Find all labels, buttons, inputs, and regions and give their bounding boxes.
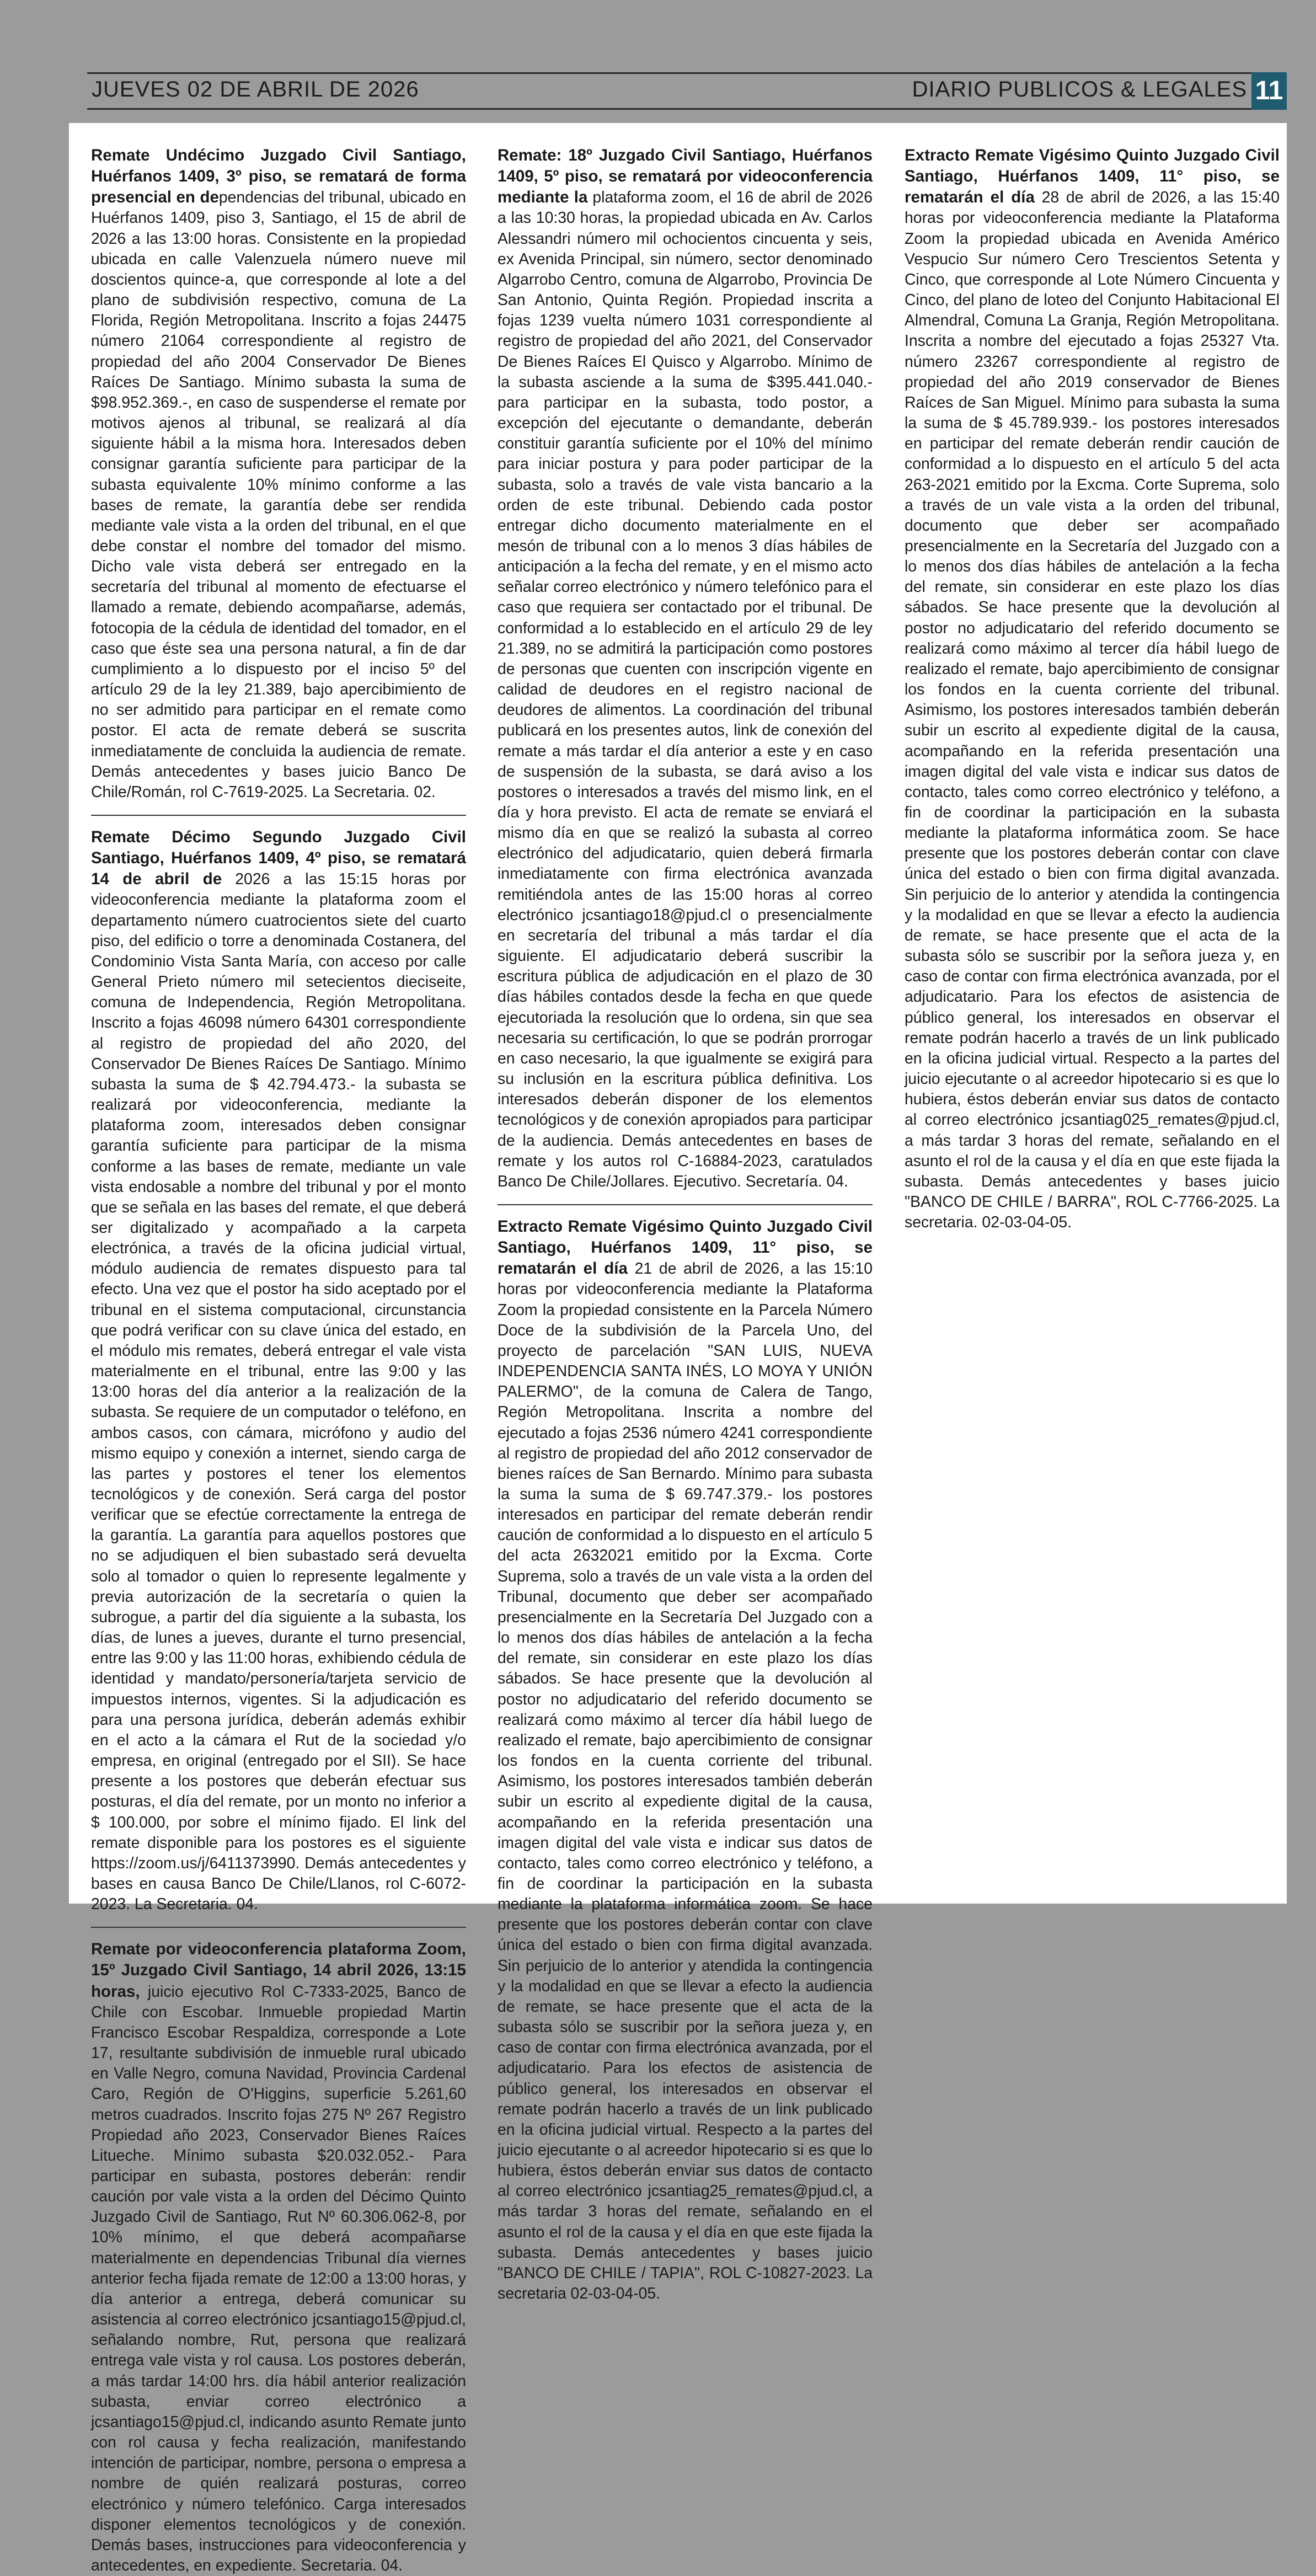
notice-body: plataforma zoom, el 16 de abril de 2026 a las 10:30 horas, la propiedad ubicada en Av. Carlos Alessandri número mil ochocientos cincuenta y seis, ex Avenida Principal, sin número, sector denominado Algarrobo Centro, comuna de Algarrobo, Provincia De San Antonio, Quinta Región. Propiedad inscrita a fojas 1239 vuelta número 1031 correspondiente al registro de propiedad del año 2021, del Conservador De Bienes Raíces El Quisco y Algarrobo. Mínimo de la subasta asciende a la suma de $395.441.040.- para participar en la subasta, todo postor, a excepción del ejecutante o demandante, deberán constituir garantía suficiente por el 10% del mínimo para iniciar postura y para poder participar de la subasta, solo a través de vale vista bancario a la orden de este tribunal. Debiendo cada postor entregar dicho documento materialmente en el mesón de tribunal con a lo menos 3 días hábiles de anticipación a la fecha del remate, y en el mismo acto señalar correo electrónico y número telefónico para el caso que requiera ser contactado por el tribunal. De conformidad a lo establecido en el artículo 29 de ley 21.389, no se admitirá la participación como postores de personas que cuenten con inscripción vigente en calidad de deudores en el registro nacional de deudores de alimentos. La coordinación del tribunal publicará en los presentes autos, link de conexión del remate a más tardar el día anterior a este y en caso de suspensión de la subasta, se dará aviso a los postores o interesados a través del mismo link, en el día y hora previsto. El acta de remate se enviará el mismo día en que se realizó la subasta al correo electrónico del adjudicatario, quien deberá firmarla inmediatamente con firma electrónica avanzada remitiéndola antes de las 15:00 horas al correo electrónico jcsantiago18@pjud.cl o presencialmente en secretaría del tribunal a más tardar el día siguiente. El adjudicatario deberá suscribir la escritura pública de adjudicación en el plazo de 30 días hábiles contados desde la fecha en que quede ejecutoriada la resolución que lo ordena, sin que sea necesaria su certificación, lo que se podrán prorrogar en caso necesario, la que igualmente se exigirá para su inclusión en la escritura pública definitiva. Los interesados deberán disponer de los elementos tecnológicos y de conexión apropiados para participar de la audiencia. Demás antecedentes en bases de remate y los autos rol C-16884-2023, caratulados Banco De Chile/Jollares. Ejecutivo. Secretaría. 04. <box>497 189 873 1190</box>
page-number: 11 <box>1251 72 1287 110</box>
notice-heading: Remate por videoconferencia plataforma Zoom, 15º Juzgado Civil Santiago, 14 abril 2026, 13:15 horas, <box>91 1940 466 2001</box>
notice-heading: Remate Décimo Segundo Juzgado Civil Santiago, Huérfanos 1409, 4º piso, se rematará 14 de abril de <box>91 828 466 889</box>
newspaper-name: DIARIO PUBLICOS & LEGALES <box>912 77 1247 101</box>
notice-divider <box>497 1204 873 1205</box>
notice-heading: Extracto Remate Vigésimo Quinto Juzgado Civil Santiago, Huérfanos 1409, 11° piso, se rematarán el día <box>905 146 1280 207</box>
page-sheet <box>69 123 1287 2574</box>
legal-notice <box>497 145 873 1192</box>
notice-divider <box>91 815 466 816</box>
notice-body: 21 de abril de 2026, a las 15:10 horas por videoconferencia mediante la Plataforma Zoom la propiedad consistente en la Parcela Número Doce de la subdivisión de la Parcela Uno, del proyecto de parcelación "SAN LUIS, NUEVA INDEPENDENCIA SANTA INÉS, LO MOYA Y UNIÓN PALERMO", de la comuna de Calera de Tango, Región Metropolitana. Inscrita a nombre del ejecutado a fojas 2536 número 4241 correspondiente al registro de propiedad del año 2012 conservador de bienes raíces de San Bernardo. Mínimo para subasta la suma la suma de $ 69.747.379.- los postores interesados en participar del remate deberán rendir caución de conformidad a lo dispuesto en el artículo 5 del acta 2632021 emitido por la Excma. Corte Suprema, solo a través de un vale vista a la orden del Tribunal, documento que deber ser acompañado presencialmente en la Secretaría Del Juzgado con a lo menos dos días hábiles de antelación a la fecha del remate, sin considerar en este plazo los días sábados. Se hace presente que la devolución al postor no adjudicatario del referido documento se realizará como máximo al tercer día hábil luego de realizado el remate, bajo apercibimiento de consignar los fondos en la cuenta corriente del tribunal. Asimismo, los postores interesados también deberán subir un escrito al expediente digital de la causa, acompañando en la referida presentación una imagen digital del vale vista e indicar sus datos de contacto, tales como correo electrónico y teléfono, a fin de coordinar la participación en la subasta mediante la plataforma informática zoom. Se hace presente que los postores deberán contar con clave única del estado o bien con firma digital avanzada. Sin perjuicio de lo anterior y atendida la contingencia y la modalidad en que se llevar a efecto la audiencia de remate, se hace presente que el acta de la subasta sólo se suscribir por la señora jueza y, en caso de contar con firma electrónica avanzada, por el adjudicatario. Para los efectos de asistencia de público general, los interesados en observar el remate podrán hacerlo a través de un link publicado en la oficina judicial virtual. Respecto a la partes del juicio ejecutante o al acreedor hipotecario si es que lo hubiera, éstos deberán enviar sus datos de contacto al correo electrónico jcsantiag25_remates@pjud.cl, a más tardar 3 horas del remate, señalando en el asunto el rol de la causa y el día en que este fijada la subasta. Demás antecedentes y bases juicio "BANCO DE CHILE / TAPIA", ROL C-10827-2023. La secretaria 02-03-04-05. <box>497 1260 873 2303</box>
notice-body: 28 de abril de 2026, a las 15:40 horas por videoconferencia mediante la Plataforma Zoom la propiedad ubicada en Avenida Américo Vespucio Sur número Cero Trescientos Setenta y Cinco, que corresponde al Lote Número Cincuenta y Cinco, del plano de loteo del Conjunto Habitacional El Almendral, Comuna La Granja, Región Metropolitana. Inscrita a nombre del ejecutado a fojas 25327 Vta. número 23267 correspondiente al registro de propiedad del año 2019 conservador de Bienes Raíces de San Miguel. Mínimo para subasta la suma la suma de $ 45.789.939.- los postores interesados en participar del remate deberán rendir caución de conformidad a lo dispuesto en el artículo 5 del acta 263-2021 emitido por la Excma. Corte Suprema, solo a través de un vale vista a la orden del tribunal, documento que deber ser acompañado presencialmente en la Secretaría del Juzgado con a lo menos dos días hábiles de antelación a la fecha del remate, sin considerar en este plazo los días sábados. Se hace presente que la devolución al postor no adjudicatario del referido documento se realizará como máximo al tercer día hábil luego de realizado el remate, bajo apercibimiento de consignar los fondos en la cuenta corriente del tribunal. Asimismo, los postores interesados también deberán subir un escrito al expediente digital de la causa, acompañando en la referida presentación una imagen digital del vale vista e indicar sus datos de contacto, tales como correo electrónico y teléfono, a fin de coordinar la participación en la subasta mediante la plataforma informática zoom. Se hace presente que los postores deberán contar con clave única del estado o bien con firma digital avanzada. Sin perjuicio de lo anterior y atendida la contingencia y la modalidad en que se llevar a efecto la audiencia de remate, se hace presente que el acta de la subasta sólo se suscribir por la señora jueza y, en caso de contar con firma electrónica avanzada, por el adjudicatario. Para los efectos de asistencia de público general, los interesados en observar el remate podrán hacerlo a través de un link publicado en la oficina judicial virtual. Respecto a la partes del juicio ejecutante o al acreedor hipotecario si es que lo hubiera, éstos deberán enviar sus datos de contacto al correo electrónico jcsantiag025_remates@pjud.cl, a más tardar 3 horas del remate, señalando en el asunto el rol de la causa y el día en que este fijada la subasta. Demás antecedentes y bases juicio "BANCO DE CHILE / BARRA", ROL C-7766-2025. La secretaria. 02-03-04-05. <box>905 189 1280 1232</box>
legal-notice <box>497 1216 873 2304</box>
column-3 <box>905 145 1280 1233</box>
notice-heading: Remate: 18º Juzgado Civil Santiago, Huérfanos 1409, 5º piso, se rematará por videoconferencia mediante la <box>497 146 873 207</box>
issue-date: JUEVES 02 DE ABRIL DE 2026 <box>92 77 419 101</box>
legal-notice <box>905 145 1280 1233</box>
legal-notice <box>91 827 466 1915</box>
column-1 <box>91 145 466 2576</box>
notice-heading: Remate Undécimo Juzgado Civil Santiago, Huérfanos 1409, 3º piso, se rematará de forma presencial en de <box>91 146 466 207</box>
notice-body: juicio ejecutivo Rol C-7333-2025, Banco de Chile con Escobar. Inmueble propiedad Martin Francisco Escobar Respaldiza, corresponde a Lote 17, resultante subdivisión de inmueble rural ubicado en Valle Negro, comuna Navidad, Provincia Cardenal Caro, Región de O'Higgins, superficie 5.261,60 metros cuadrados. Inscrito fojas 275 Nº 267 Registro Propiedad año 2023, Conservador Bienes Raíces Litueche. Mínimo subasta $20.032.052.- Para participar en subasta, postores deberán: rendir caución por vale vista a la orden del Décimo Quinto Juzgado Civil de Santiago, Rut Nº 60.306.062-8, por 10% mínimo, el que deberá acompañarse materialmente en dependencias Tribunal día viernes anterior fecha fijada remate de 12:00 a 13:00 horas, y día anterior a entrega, deberá comunicar su asistencia al correo electrónico jcsantiago15@pjud.cl, señalando nombre, Rut, persona que realizará entrega vale vista y rol causa. Los postores deberán, a más tardar 14:00 hrs. día hábil anterior realización subasta, enviar correo electrónico a jcsantiago15@pjud.cl, indicando asunto Remate junto con rol causa y fecha realización, manifestando intención de participar, nombre, persona o empresa a nombre de quién realizará posturas, correo electrónico y número telefónico. Carga interesados disponer elementos tecnológicos y de conexión. Demás bases, instrucciones para videoconferencia y antecedentes, en expediente. Secretaria. 04. <box>91 1982 466 2574</box>
notice-body: 2026 a las 15:15 horas por videoconferencia mediante la plataforma zoom el departamento número cuatrocientos siete del cuarto piso, del edificio o torre a denominada Costanera, del Condominio Vista Santa María, con acceso por calle General Prieto número mil setecientos dieciseite, comuna de Independencia, Región Metropolitana. Inscrito a fojas 46098 número 64301 correspondiente al registro de propiedad del año 2020, del Conservador De Bienes Raíces De Santiago. Mínimo subasta la suma de $ 42.794.473.- la subasta se realizará por videoconferencia, mediante la plataforma zoom, interesados deben consignar garantía suficiente para participar de la misma conforme a las bases de remate, mediante un vale vista endosable a nombre del tribunal y por el monto que se señala en las bases del remate, el que deberá ser digitalizado y acompañado a la carpeta electrónica, a través de la oficina judicial virtual, módulo audiencia de remates dispuesto para tal efecto. Una vez que el postor ha sido aceptado por el tribunal en el sistema computacional, circunstancia que podrá verificar con su clave única del estado, en el módulo mis remates, deberá entregar el vale vista materialmente en el tribunal, entre las 9:00 y las 13:00 horas del día anterior a la realización de la subasta. Se requiere de un computador o teléfono, en ambos casos, con cámara, micrófono y audio del mismo equipo y conexión a internet, siendo carga de las partes y postores el tener los elementos tecnológicos y de conexión. Será carga del postor verificar que se efectúe correctamente la entrega de la garantía. La garantía para aquellos postores que no se adjudiquen el bien subastado será devuelta solo al tomador o quien lo represente legalmente y previa autorización de la secretaría o quien la subrogue, a partir del día siguiente a la subasta, los días, de lunes a jueves, durante el turno presencial, entre las 9:00 y las 11:00 horas, exhibiendo cédula de identidad y mandato/personería/tarjeta servicio de impuestos internos, vigentes. Si la adjudicación es para una persona jurídica, deberán además exhibir en el acto a la cámara el Rut de la sociedad y/o empresa, en original (entregado por el SII). Se hace presente a los postores que deberán efectuar sus posturas, el día del remate, por un monto no inferior a $ 100.000, por sobre el mínimo fijado. El link del remate disponible para los postores es el siguiente https://zoom.us/j/6411373990. Demás antecedentes y bases en causa Banco De Chile/Llanos, rol C-6072-2023. La Secretaria. 04. <box>91 870 466 1914</box>
column-2 <box>497 145 873 2304</box>
page-header <box>87 72 1287 110</box>
notice-heading: Extracto Remate Vigésimo Quinto Juzgado Civil Santiago, Huérfanos 1409, 11° piso, se rematarán el día <box>497 1217 873 1278</box>
legal-notice <box>91 1939 466 2576</box>
notice-body: pendencias del tribunal, ubicado en Huérfanos 1409, piso 3, Santiago, el 15 de abril de 2026 a las 13:00 horas. Consistente en la propiedad ubicada en calle Valenzuela número nueve mil doscientos quince-a, que corresponde al lote a del plano de subdivisión respectivo, comuna de La Florida, Región Metropolitana. Inscrito a fojas 24475 número 21064 correspondiente al registro de propiedad del año 2004 Conservador De Bienes Raíces De Santiago. Mínimo subasta la suma de $98.952.369.-, en caso de suspenderse el remate por motivos ajenos al tribunal, se realizará al día siguiente hábil a la misma hora. Interesados deben consignar garantía suficiente para participar de la subasta equivalente 10% mínimo conforme a las bases de remate, la garantía debe ser rendida mediante vale vista a la orden del tribunal, en el que debe constar el nombre del tomador del mismo. Dicho vale vista deberá ser entregado en la secretaría del tribunal al momento de efectuarse el llamado a remate, debiendo acompañarse, además, fotocopia de la cédula de identidad del tomador, en el caso que éste sea una persona natural, a fin de dar cumplimiento a lo dispuesto por el inciso 5º del artículo 29 de la ley 21.389, bajo apercibimiento de no ser admitido para participar en el remate como postor. El acta de remate deberá se suscrita inmediatamente de concluida la audiencia de remate. Demás antecedentes y bases juicio Banco De Chile/Román, rol C-7619-2025. La Secretaria. 02. <box>91 189 466 801</box>
notice-divider <box>91 1927 466 1928</box>
legal-notice <box>91 145 466 803</box>
